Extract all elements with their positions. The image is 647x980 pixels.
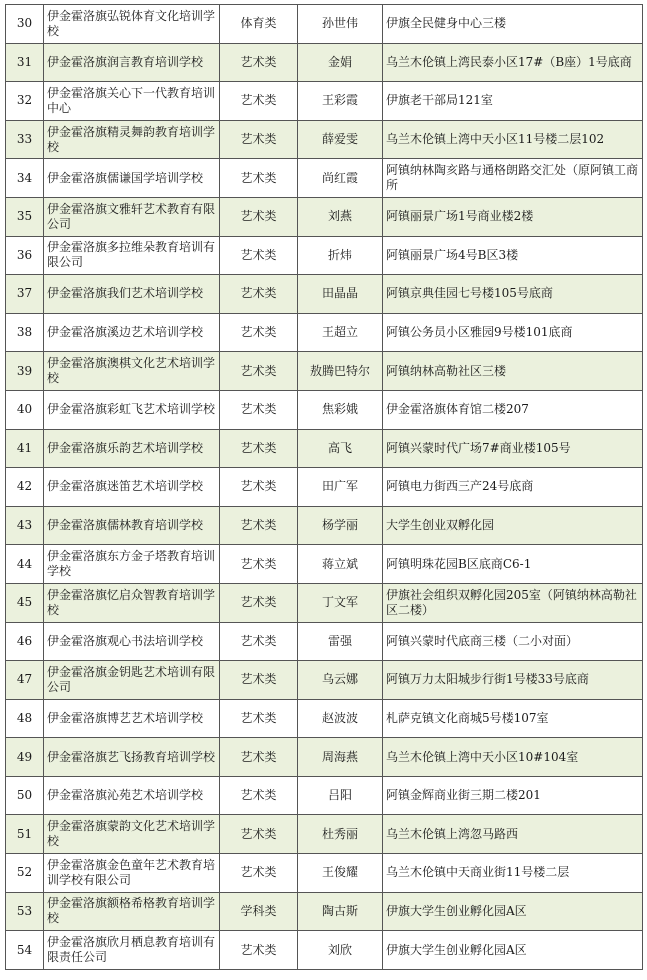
legal-representative: 焦彩娥 <box>298 390 383 429</box>
row-number: 52 <box>6 854 44 893</box>
legal-representative: 吕阳 <box>298 776 383 815</box>
institution-name: 伊金霍洛旗溪边艺术培训学校 <box>44 313 220 352</box>
category: 艺术类 <box>220 583 298 622</box>
legal-representative: 王超立 <box>298 313 383 352</box>
institution-name: 伊金霍洛旗忆启众智教育培训学校 <box>44 583 220 622</box>
legal-representative: 杜秀丽 <box>298 815 383 854</box>
category: 艺术类 <box>220 82 298 121</box>
category: 艺术类 <box>220 661 298 700</box>
row-number: 49 <box>6 738 44 777</box>
row-number: 31 <box>6 43 44 82</box>
table-row <box>6 5 643 44</box>
table-row <box>6 429 643 468</box>
row-number: 51 <box>6 815 44 854</box>
institution-name: 伊金霍洛旗迷笛艺术培训学校 <box>44 468 220 507</box>
institution-name: 伊金霍洛旗乐韵艺术培训学校 <box>44 429 220 468</box>
table-row <box>6 506 643 545</box>
institution-name: 伊金霍洛旗金色童年艺术教育培训学校有限公司 <box>44 854 220 893</box>
address: 阿镇纳林陶亥路与通格朗路交汇处（原阿镇工商所 <box>383 159 643 198</box>
legal-representative: 王俊耀 <box>298 854 383 893</box>
table-row <box>6 931 643 970</box>
institution-name: 伊金霍洛旗彩虹飞艺术培训学校 <box>44 390 220 429</box>
row-number: 47 <box>6 661 44 700</box>
institution-name: 伊金霍洛旗儒林教育培训学校 <box>44 506 220 545</box>
table-body <box>6 5 643 970</box>
row-number: 40 <box>6 390 44 429</box>
legal-representative: 刘燕 <box>298 197 383 236</box>
category: 艺术类 <box>220 931 298 970</box>
category: 艺术类 <box>220 699 298 738</box>
institution-name: 伊金霍洛旗我们艺术培训学校 <box>44 275 220 314</box>
institution-name: 伊金霍洛旗博艺艺术培训学校 <box>44 699 220 738</box>
institution-name: 伊金霍洛旗蒙韵文化艺术培训学校 <box>44 815 220 854</box>
table-row <box>6 583 643 622</box>
legal-representative: 折炜 <box>298 236 383 275</box>
address: 阿镇金辉商业街三期二楼201 <box>383 776 643 815</box>
institution-name: 伊金霍洛旗东方金子塔教育培训学校 <box>44 545 220 584</box>
category: 艺术类 <box>220 275 298 314</box>
row-number: 53 <box>6 892 44 931</box>
address: 阿镇万力太阳城步行街1号楼33号底商 <box>383 661 643 700</box>
table-row <box>6 275 643 314</box>
address: 大学生创业双孵化园 <box>383 506 643 545</box>
category: 艺术类 <box>220 313 298 352</box>
legal-representative: 蒋立斌 <box>298 545 383 584</box>
institution-name: 伊金霍洛旗额格希格教育培训学校 <box>44 892 220 931</box>
institution-name: 伊金霍洛旗金钥匙艺术培训有限公司 <box>44 661 220 700</box>
table-row <box>6 197 643 236</box>
address: 阿镇丽景广场4号B区3楼 <box>383 236 643 275</box>
legal-representative: 敖腾巴特尔 <box>298 352 383 391</box>
institution-name: 伊金霍洛旗文雅轩艺术教育有限公司 <box>44 197 220 236</box>
row-number: 30 <box>6 5 44 44</box>
row-number: 44 <box>6 545 44 584</box>
row-number: 33 <box>6 120 44 159</box>
row-number: 50 <box>6 776 44 815</box>
legal-representative: 陶古斯 <box>298 892 383 931</box>
legal-representative: 田广军 <box>298 468 383 507</box>
row-number: 41 <box>6 429 44 468</box>
address: 阿镇纳林高勒社区三楼 <box>383 352 643 391</box>
address: 阿镇京典佳园七号楼105号底商 <box>383 275 643 314</box>
legal-representative: 杨学丽 <box>298 506 383 545</box>
institution-table <box>5 4 643 970</box>
address: 阿镇公务员小区雅园9号楼101底商 <box>383 313 643 352</box>
row-number: 37 <box>6 275 44 314</box>
row-number: 32 <box>6 82 44 121</box>
table-row <box>6 236 643 275</box>
address: 阿镇兴蒙时代底商三楼（二小对面） <box>383 622 643 661</box>
row-number: 42 <box>6 468 44 507</box>
category: 艺术类 <box>220 236 298 275</box>
institution-name: 伊金霍洛旗多拉维朵教育培训有限公司 <box>44 236 220 275</box>
category: 艺术类 <box>220 738 298 777</box>
address: 阿镇明珠花园B区底商C6-1 <box>383 545 643 584</box>
legal-representative: 乌云娜 <box>298 661 383 700</box>
category: 艺术类 <box>220 622 298 661</box>
legal-representative: 周海燕 <box>298 738 383 777</box>
table-row <box>6 738 643 777</box>
address: 札萨克镇文化商城5号楼107室 <box>383 699 643 738</box>
table-row <box>6 545 643 584</box>
category: 艺术类 <box>220 506 298 545</box>
address: 伊旗社会组织双孵化园205室（阿镇纳林高勒社区二楼） <box>383 583 643 622</box>
legal-representative: 田晶晶 <box>298 275 383 314</box>
address: 伊旗老干部局121室 <box>383 82 643 121</box>
category: 艺术类 <box>220 429 298 468</box>
institution-name: 伊金霍洛旗儒谦国学培训学校 <box>44 159 220 198</box>
institution-name: 伊金霍洛旗澳棋文化艺术培训学校 <box>44 352 220 391</box>
institution-name: 伊金霍洛旗润言教育培训学校 <box>44 43 220 82</box>
address: 乌兰木伦镇上湾民泰小区17#（B座）1号底商 <box>383 43 643 82</box>
address: 伊金霍洛旗体育馆二楼207 <box>383 390 643 429</box>
legal-representative: 尚红霞 <box>298 159 383 198</box>
legal-representative: 金娟 <box>298 43 383 82</box>
institution-name: 伊金霍洛旗沁苑艺术培训学校 <box>44 776 220 815</box>
table-row <box>6 82 643 121</box>
table-row <box>6 699 643 738</box>
category: 艺术类 <box>220 854 298 893</box>
institution-name: 伊金霍洛旗观心书法培训学校 <box>44 622 220 661</box>
category: 艺术类 <box>220 468 298 507</box>
category: 艺术类 <box>220 120 298 159</box>
row-number: 43 <box>6 506 44 545</box>
table-row <box>6 390 643 429</box>
row-number: 38 <box>6 313 44 352</box>
category: 艺术类 <box>220 545 298 584</box>
category: 学科类 <box>220 892 298 931</box>
address: 乌兰木伦镇上湾中天小区11号楼二层102 <box>383 120 643 159</box>
table-row <box>6 313 643 352</box>
institution-name: 伊金霍洛旗欣月栖息教育培训有限责任公司 <box>44 931 220 970</box>
institution-name: 伊金霍洛旗精灵舞韵教育培训学校 <box>44 120 220 159</box>
address: 阿镇兴蒙时代广场7#商业楼105号 <box>383 429 643 468</box>
table-row <box>6 892 643 931</box>
category: 体育类 <box>220 5 298 44</box>
table-row <box>6 352 643 391</box>
category: 艺术类 <box>220 43 298 82</box>
category: 艺术类 <box>220 197 298 236</box>
table-row <box>6 661 643 700</box>
category: 艺术类 <box>220 776 298 815</box>
table-row <box>6 43 643 82</box>
table-row <box>6 468 643 507</box>
table-row <box>6 622 643 661</box>
row-number: 39 <box>6 352 44 391</box>
address: 伊旗全民健身中心三楼 <box>383 5 643 44</box>
table-row <box>6 854 643 893</box>
address: 阿镇丽景广场1号商业楼2楼 <box>383 197 643 236</box>
row-number: 34 <box>6 159 44 198</box>
category: 艺术类 <box>220 390 298 429</box>
row-number: 36 <box>6 236 44 275</box>
table-row <box>6 120 643 159</box>
institution-name: 伊金霍洛旗弘锐体育文化培训学校 <box>44 5 220 44</box>
row-number: 45 <box>6 583 44 622</box>
institution-name: 伊金霍洛旗关心下一代教育培训中心 <box>44 82 220 121</box>
institution-table-container <box>5 4 642 970</box>
legal-representative: 王彩霞 <box>298 82 383 121</box>
legal-representative: 赵波波 <box>298 699 383 738</box>
legal-representative: 薛爱雯 <box>298 120 383 159</box>
table-row <box>6 159 643 198</box>
category: 艺术类 <box>220 159 298 198</box>
address: 伊旗大学生创业孵化园A区 <box>383 892 643 931</box>
address: 阿镇电力街西三产24号底商 <box>383 468 643 507</box>
address: 乌兰木伦镇中天商业街11号楼二层 <box>383 854 643 893</box>
row-number: 48 <box>6 699 44 738</box>
legal-representative: 高飞 <box>298 429 383 468</box>
table-row <box>6 815 643 854</box>
table-row <box>6 776 643 815</box>
address: 乌兰木伦镇上湾忽马路西 <box>383 815 643 854</box>
address: 乌兰木伦镇上湾中天小区10#104室 <box>383 738 643 777</box>
row-number: 46 <box>6 622 44 661</box>
category: 艺术类 <box>220 352 298 391</box>
row-number: 54 <box>6 931 44 970</box>
legal-representative: 雷强 <box>298 622 383 661</box>
category: 艺术类 <box>220 815 298 854</box>
legal-representative: 丁文军 <box>298 583 383 622</box>
institution-name: 伊金霍洛旗艺飞扬教育培训学校 <box>44 738 220 777</box>
address: 伊旗大学生创业孵化园A区 <box>383 931 643 970</box>
row-number: 35 <box>6 197 44 236</box>
legal-representative: 刘欣 <box>298 931 383 970</box>
legal-representative: 孙世伟 <box>298 5 383 44</box>
